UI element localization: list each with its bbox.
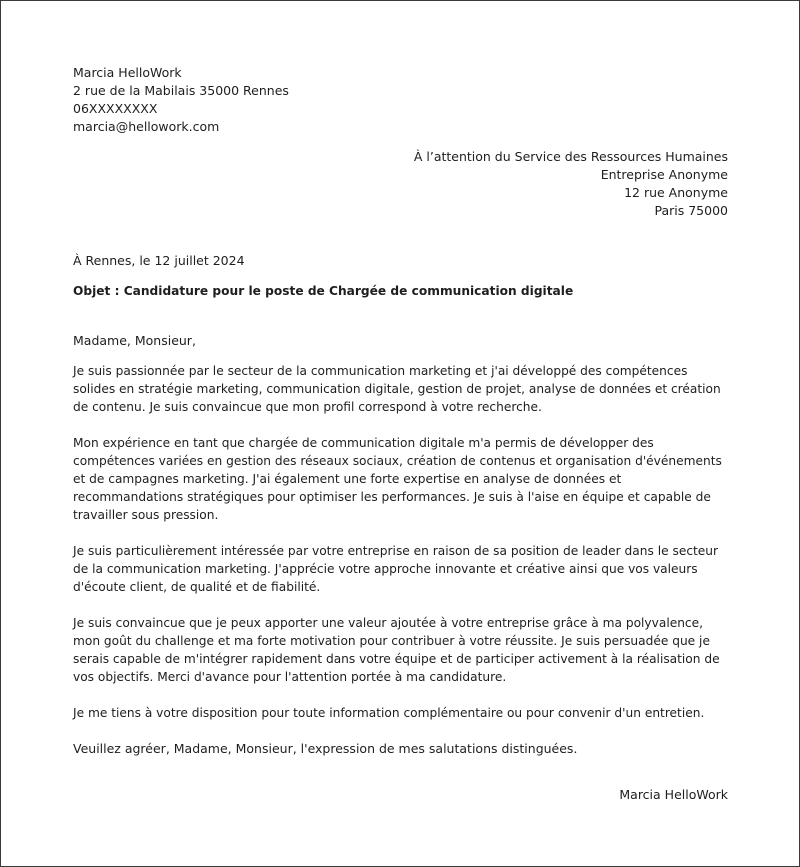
sender-phone: 06XXXXXXXX — [73, 101, 158, 116]
recipient-company: Entreprise Anonyme — [600, 167, 728, 182]
recipient-attention: À l’attention du Service des Ressources Humaines — [413, 149, 728, 164]
body-paragraph-3: Je suis particulièrement intéressée par votre entreprise en raison de sa position de leader dans le secteur de la communication marketing. J'apprécie votre approche innovante et créative ainsi que vos valeurs d'écoute client, de qualité et de fiabilité. — [73, 544, 719, 594]
recipient-city: Paris 75000 — [654, 203, 728, 218]
letter-content — [73, 64, 728, 804]
body-paragraph-5: Je me tiens à votre disposition pour toute information complémentaire ou pour convenir d'un entretien. — [73, 706, 705, 720]
sender-name: Marcia HelloWork — [73, 65, 182, 80]
body-paragraph-4: Je suis convaincue que je peux apporter une valeur ajoutée à votre entreprise grâce à ma polyvalence, mon goût du challenge et ma forte motivation pour contribuer à votre réussite. Je suis persuadée que je serais capable de m'intégrer rapidement dans votre équipe et de participer activement à la réalisation de vos objectifs. Merci d'avance pour l'attention portée à ma candidature. — [73, 616, 720, 684]
body-paragraph-2: Mon expérience en tant que chargée de communication digitale m'a permis de développer des compétences variées en gestion des réseaux sociaux, création de contenus et organisation d'événements et de campagnes marketing. J'ai également une forte expertise en analyse de données et recommandations stratégiques pour optimiser les performances. Je suis à l'aise en équipe et capable de travailler sous pression. — [73, 436, 722, 522]
date-line: À Rennes, le 12 juillet 2024 — [73, 253, 245, 268]
sender-address: 2 rue de la Mabilais 35000 Rennes — [73, 83, 289, 98]
salutation: Madame, Monsieur, — [73, 333, 196, 348]
sender-block — [73, 64, 728, 136]
recipient-street: 12 rue Anonyme — [624, 185, 728, 200]
recipient-block — [73, 148, 728, 220]
sender-email: marcia@hellowork.com — [73, 119, 220, 134]
closing-formula: Veuillez agréer, Madame, Monsieur, l'expression de mes salutations distinguées. — [73, 741, 578, 756]
body-paragraph-1: Je suis passionnée par le secteur de la communication marketing et j'ai développé des compétences solides en stratégie marketing, communication digitale, gestion de projet, analyse de données et création de contenu. Je suis convaincue que mon profil correspond à votre recherche. — [73, 364, 721, 414]
subject-line: Objet : Candidature pour le poste de Chargée de communication digitale — [73, 284, 574, 298]
signature: Marcia HelloWork — [619, 787, 728, 802]
